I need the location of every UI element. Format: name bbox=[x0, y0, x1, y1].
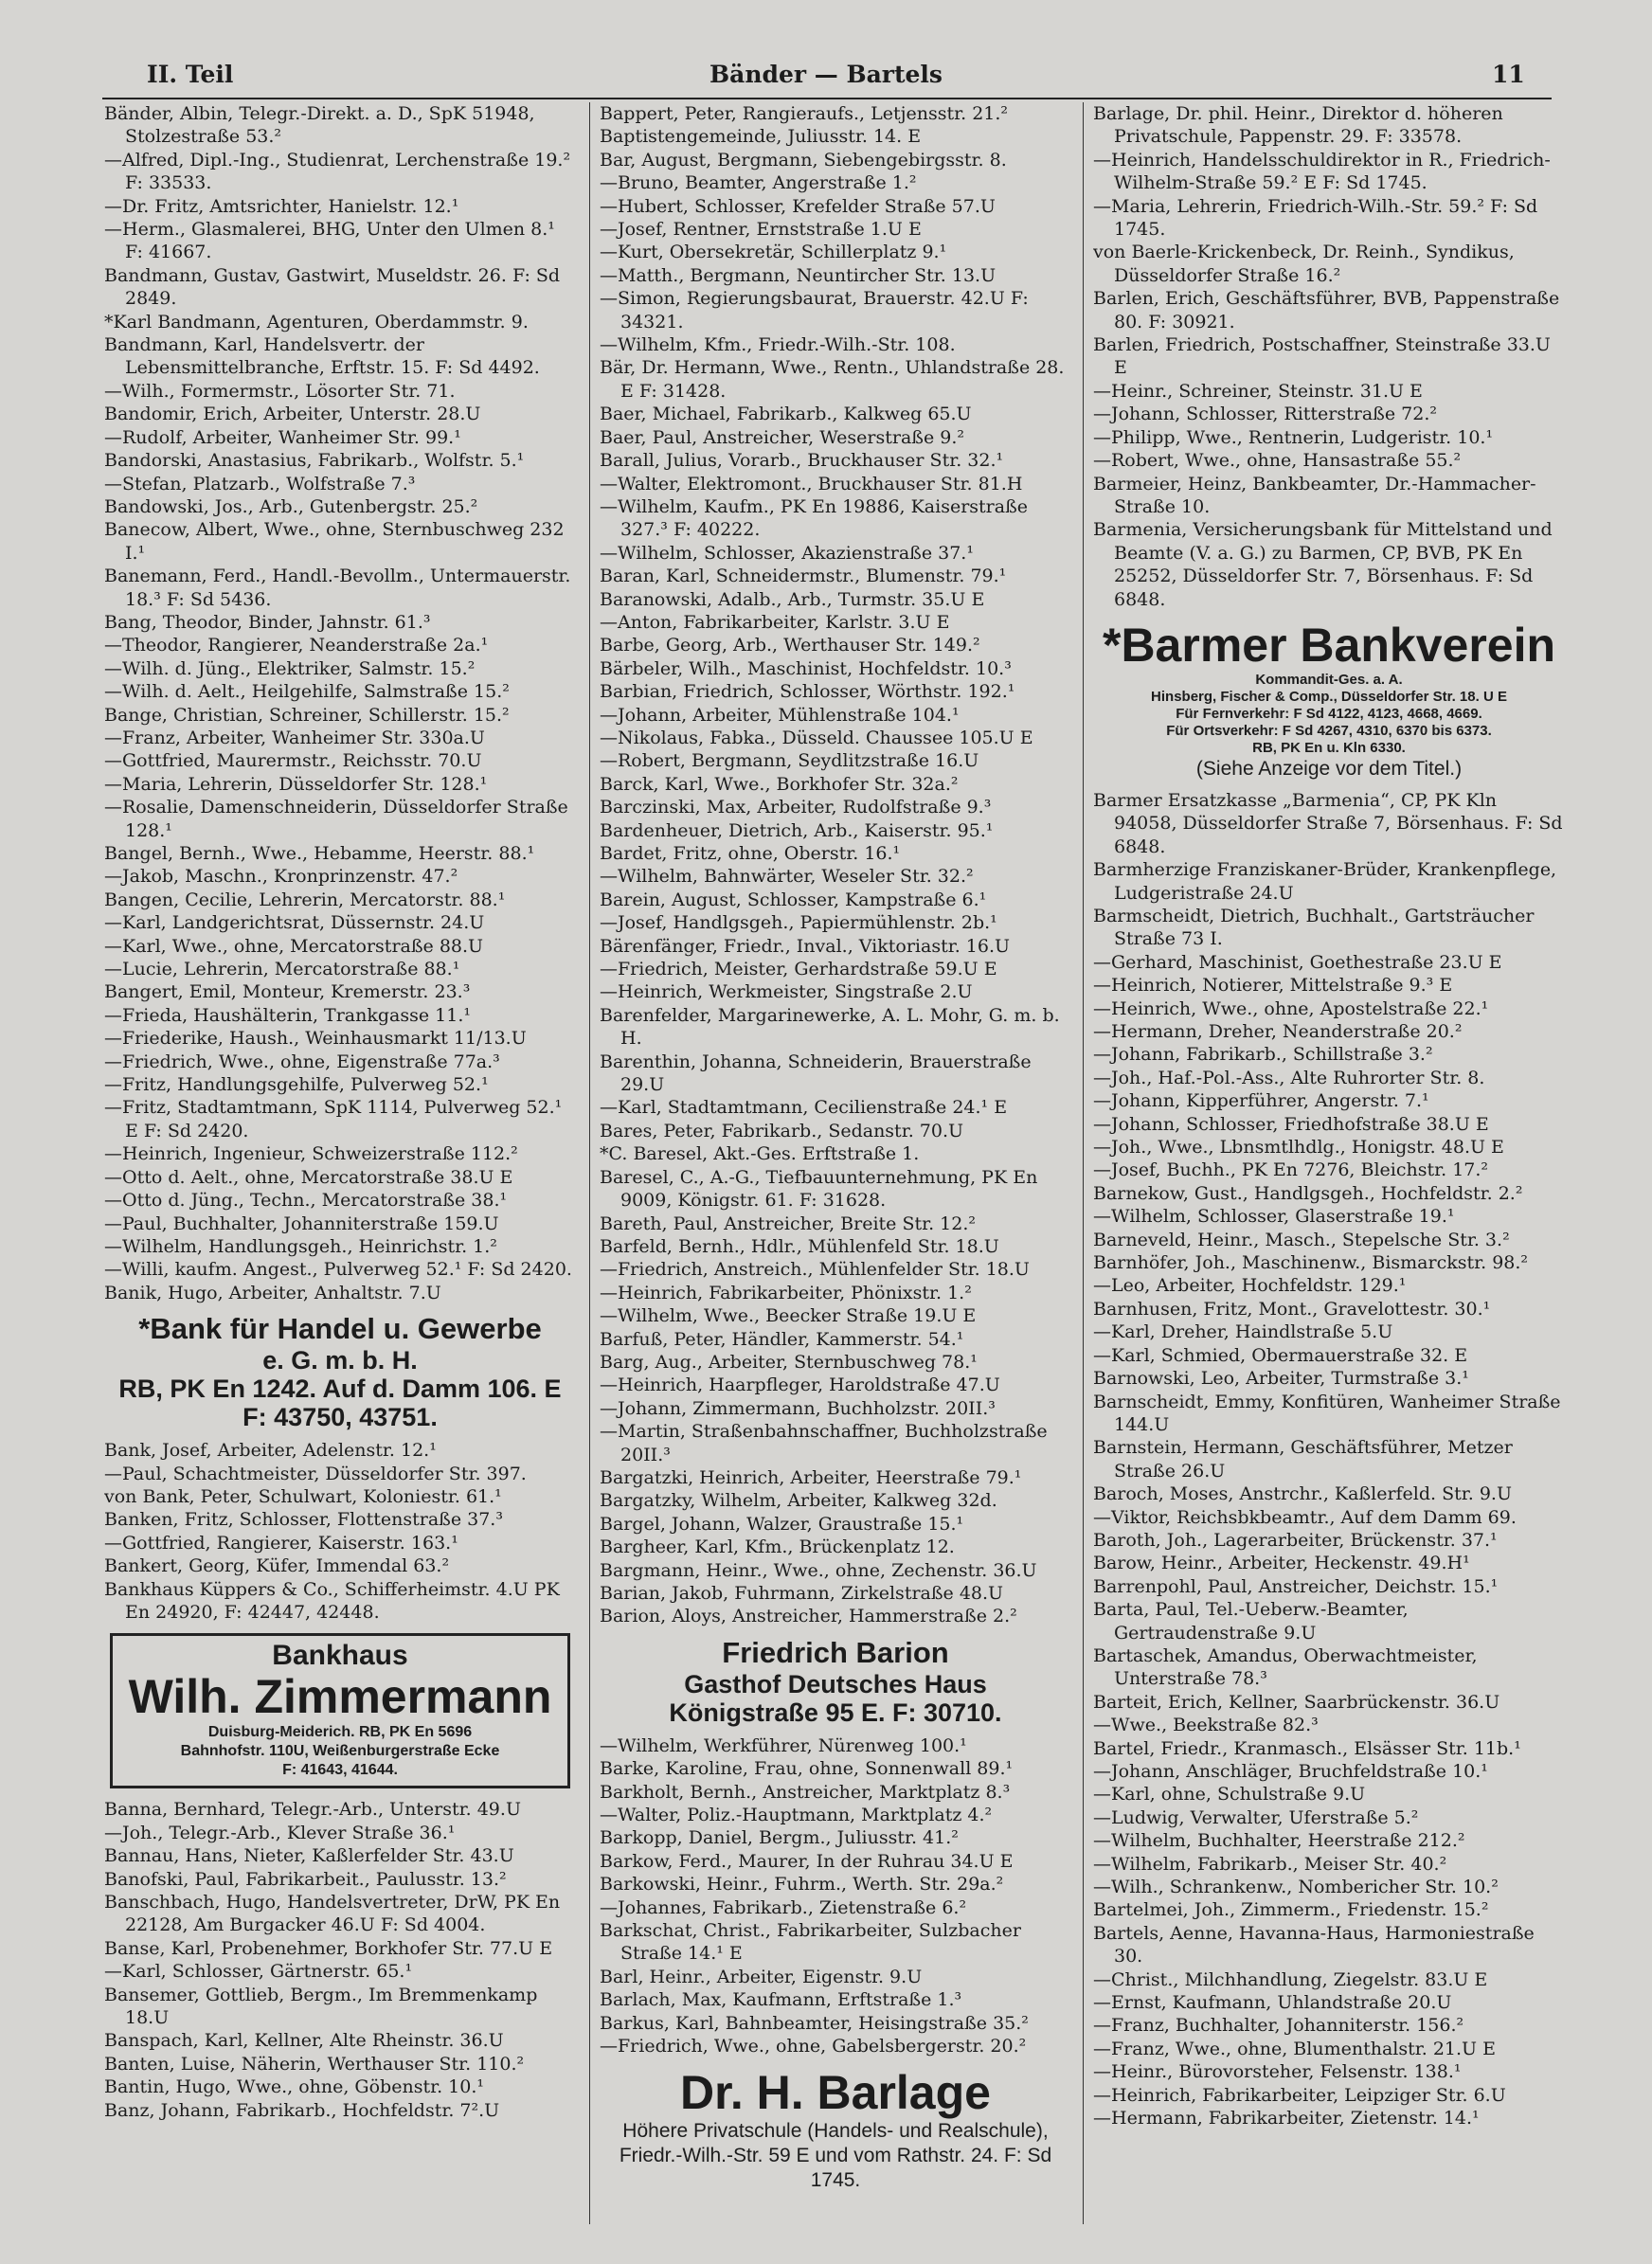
directory-entry: Bangen, Cecilie, Lehrerin, Mercatorstr. 88.¹ bbox=[104, 889, 506, 910]
directory-entry: —Walter, Elektromont., Bruckhauser Str. 81.H bbox=[600, 473, 1023, 494]
directory-entry: Barenfelder, Margarinewerke, A. L. Mohr, G. m. b. H. bbox=[600, 1004, 1060, 1050]
directory-entry: Baranowski, Adalb., Arb., Turmstr. 35.U E bbox=[600, 588, 985, 610]
directory-entry: —Ernst, Kaufmann, Uhlandstraße 20.U bbox=[1093, 1992, 1452, 2014]
directory-entry: Barow, Heinr., Arbeiter, Heckenstr. 49.H¹ bbox=[1093, 1553, 1470, 1574]
directory-entry: —Karl, Schmied, Obermauerstraße 32. E bbox=[1093, 1344, 1468, 1366]
ad-line: Duisburg-Meiderich. RB, PK En 5696 bbox=[207, 1724, 473, 1741]
directory-entry: Bandorski, Anastasius, Fabrikarb., Wolfstr. 5.¹ bbox=[104, 450, 525, 472]
directory-entry: —Johann, Schlosser, Friedhofstraße 38.U E bbox=[1093, 1113, 1489, 1135]
directory-entry: —Johann, Kipperführer, Angerstr. 7.¹ bbox=[1093, 1090, 1429, 1112]
directory-entry: Barlen, Erich, Geschäftsführer, BVB, Pappenstraße 80. F: 30921. bbox=[1093, 288, 1560, 332]
directory-entry: Barbian, Friedrich, Schlosser, Wörthstr. 192.¹ bbox=[600, 681, 1015, 703]
directory-entry: —Wwe., Beekstraße 82.³ bbox=[1093, 1715, 1319, 1736]
ad-title: Dr. H. Barlage bbox=[680, 2065, 991, 2119]
directory-entry: —Johann, Zimmermann, Buchholzstr. 20II.³ bbox=[600, 1397, 996, 1419]
directory-entry: —Otto d. Jüng., Techn., Mercatorstraße 38.¹ bbox=[104, 1190, 508, 1212]
directory-entry: —Johann, Anschläger, Bruchfeldstraße 10.¹ bbox=[1093, 1761, 1488, 1782]
directory-entry: —Wilhelm, Wwe., Beecker Straße 19.U E bbox=[600, 1305, 977, 1327]
ad-label: Bankhaus bbox=[272, 1640, 408, 1672]
directory-entry: —Joh., Telegr.-Arb., Klever Straße 36.¹ bbox=[104, 1822, 456, 1843]
directory-entry: —Otto d. Aelt., ohne, Mercatorstraße 38.U E bbox=[104, 1166, 513, 1188]
page-header bbox=[0, 57, 1652, 95]
directory-entry: Baresel, C., A.-G., Tiefbauunternehmung, PK En 9009, Königstr. 61. F: 31628. bbox=[600, 1166, 1038, 1212]
directory-entry: Barfeld, Bernh., Hdlr., Mühlenfeld Str. 18.U bbox=[600, 1235, 999, 1257]
directory-entry: Banofski, Paul, Fabrikarbeit., Paulusstr. 13.² bbox=[104, 1868, 507, 1890]
directory-entry: Barmeier, Heinz, Bankbeamter, Dr.-Hammacher-Straße 10. bbox=[1093, 473, 1536, 517]
page-number: 11 bbox=[1492, 61, 1525, 88]
directory-entry: Bartels, Aenne, Havanna-Haus, Harmoniestraße 30. bbox=[1093, 1922, 1535, 1968]
directory-entry: —Hermann, Fabrikarbeiter, Zietenstr. 14.¹ bbox=[1093, 2108, 1480, 2129]
directory-entry: —Paul, Buchhalter, Johanniterstraße 159.U bbox=[104, 1213, 499, 1234]
directory-entry: Barenthin, Johanna, Schneiderin, Brauerstraße 29.U bbox=[600, 1051, 1032, 1096]
directory-entry: —Bruno, Beamter, Angerstraße 1.² bbox=[600, 172, 917, 194]
directory-entry: —Christ., Milchhandlung, Ziegelstr. 83.U E bbox=[1093, 1968, 1488, 1990]
directory-entry: Banspach, Karl, Kellner, Alte Rheinstr. 36.U bbox=[104, 2030, 504, 2052]
ad-form: Kommandit-Ges. a. A. bbox=[1255, 671, 1403, 688]
directory-entry: Bargatzki, Heinrich, Arbeiter, Heerstraße 79.¹ bbox=[600, 1466, 1022, 1488]
directory-entry: Bandmann, Karl, Handelsvertr. der Lebensmittelbranche, Erftstr. 15. F: Sd 4492. bbox=[104, 334, 540, 379]
directory-entry: Bantin, Hugo, Wwe., ohne, Göbenstr. 10.¹ bbox=[104, 2076, 484, 2098]
directory-entry: Barkus, Karl, Bahnbeamter, Heisingstraße 35.² bbox=[600, 2012, 1029, 2034]
directory-entry: Banse, Karl, Probenehmer, Borkhofer Str. 77.U E bbox=[104, 1937, 553, 1959]
header-range: Bänder — Bartels bbox=[709, 61, 943, 88]
directory-entry: Bangert, Emil, Monteur, Kremerstr. 23.³ bbox=[104, 981, 471, 1003]
ad-phone: F: 43750, 43751. bbox=[242, 1403, 438, 1432]
directory-entry: Barnscheidt, Emmy, Konfitüren, Wanheimer Straße 144.U bbox=[1093, 1391, 1561, 1435]
ad-line: Gasthof Deutsches Haus bbox=[684, 1669, 987, 1698]
directory-entry: Bartaschek, Amandus, Oberwachtmeister, Unterstraße 78.³ bbox=[1093, 1644, 1478, 1690]
ad-text: Höhere Privatschule (Handels- und Realschule), Friedr.-Wilh.-Str. 59 E und vom Rathstr. 24. F: Sd 1745. bbox=[619, 2119, 1052, 2191]
directory-entry: —Heinrich, Fabrikarbeiter, Phönixstr. 1.² bbox=[600, 1282, 972, 1303]
directory-entry: Barneveld, Heinr., Masch., Stepelsche Str. 3.² bbox=[1093, 1229, 1510, 1250]
directory-entry: —Wilh. d. Aelt., Heilgehilfe, Salmstraße 15.² bbox=[104, 681, 510, 703]
directory-entry: Barmenia, Versicherungsbank für Mittelstand und Beamte (V. a. G.) zu Barmen, CP, BVB, PK En 25252, Düsseldorfer Str. 7, Börsenhaus. F: Sd 6848. bbox=[1093, 519, 1553, 610]
directory-entry: Banik, Hugo, Arbeiter, Anhaltstr. 7.U bbox=[104, 1282, 441, 1303]
directory-entry: —Wilhelm, Handlungsgeh., Heinrichstr. 1.² bbox=[104, 1235, 497, 1257]
directory-entry: —Fritz, Stadtamtmann, SpK 1114, Pulverweg 52.¹ E F: Sd 2420. bbox=[104, 1097, 563, 1141]
directory-entry: Barkholt, Bernh., Anstreicher, Marktplatz 8.³ bbox=[600, 1781, 1011, 1803]
directory-entry: —Franz, Buchhalter, Johanniterstr. 156.² bbox=[1093, 2015, 1464, 2037]
directory-entry: —Karl, Stadtamtmann, Cecilienstraße 24.¹ E bbox=[600, 1097, 1008, 1119]
column-3 bbox=[1093, 102, 1565, 2234]
directory-entry: Bankert, Georg, Küfer, Immendal 63.² bbox=[104, 1555, 450, 1577]
directory-entry: Bange, Christian, Schreiner, Schillerstr. 15.² bbox=[104, 704, 510, 726]
directory-entry: Barnstein, Hermann, Geschäftsführer, Metzer Straße 26.U bbox=[1093, 1437, 1513, 1482]
column-divider bbox=[589, 102, 590, 2224]
directory-entry: —Karl, Wwe., ohne, Mercatorstraße 88.U bbox=[104, 935, 484, 957]
directory-entry: Bannau, Hans, Nieter, Kaßlerfelder Str. 43.U bbox=[104, 1845, 514, 1867]
directory-entry: —Heinrich, Handelsschuldirektor in R., Friedrich-Wilhelm-Straße 59.² E F: Sd 1745. bbox=[1093, 149, 1551, 194]
directory-entry: Baroch, Moses, Anstrchr., Kaßlerfeld. Str. 9.U bbox=[1093, 1483, 1512, 1505]
directory-entry: Barta, Paul, Tel.-Ueberw.-Beamter, Gertraudenstraße 9.U bbox=[1093, 1599, 1409, 1644]
ad-line: Für Fernverkehr: F Sd 4122, 4123, 4668, 4669. bbox=[1176, 705, 1482, 722]
directory-entry: —Heinrich, Werkmeister, Singstraße 2.U bbox=[600, 981, 973, 1003]
directory-entry: —Wilhelm, Buchhalter, Heerstraße 212.² bbox=[1093, 1830, 1465, 1852]
directory-entry: Barmer Ersatzkasse „Barmenia“, CP, PK Kln 94058, Düsseldorfer Straße 7, Börsenhaus. F: Sd 6848. bbox=[1093, 789, 1563, 857]
directory-entry: —Josef, Rentner, Ernststraße 1.U E bbox=[600, 219, 922, 241]
directory-entry: Banecow, Albert, Wwe., ohne, Sternbuschweg 232 I.¹ bbox=[104, 519, 565, 564]
directory-entry: Baptistengemeinde, Juliusstr. 14. E bbox=[600, 126, 922, 148]
ad-title: Wilh. Zimmermann bbox=[128, 1670, 552, 1724]
directory-entry: —Friedrich, Wwe., ohne, Gabelsbergerstr. 20.² bbox=[600, 2036, 1027, 2057]
directory-entry: —Friederike, Haush., Weinhausmarkt 11/13.U bbox=[104, 1028, 527, 1050]
directory-entry: —Leo, Arbeiter, Hochfeldstr. 129.¹ bbox=[1093, 1275, 1407, 1297]
directory-entry: Barczinski, Max, Arbeiter, Rudolfstraße 9.³ bbox=[600, 797, 992, 818]
directory-entry: Bank, Josef, Arbeiter, Adelenstr. 12.¹ bbox=[104, 1440, 437, 1462]
directory-entry: *Karl Bandmann, Agenturen, Oberdammstr. 9. bbox=[104, 311, 529, 332]
directory-entry: Baer, Michael, Fabrikarb., Kalkweg 65.U bbox=[600, 404, 972, 425]
directory-entry: Banken, Fritz, Schlosser, Flottenstraße 37.³ bbox=[104, 1509, 503, 1531]
directory-entry: —Philipp, Wwe., Rentnerin, Ludgeristr. 10.¹ bbox=[1093, 426, 1494, 448]
directory-entry: Barnekow, Gust., Handlgsgeh., Hochfeldstr. 2.² bbox=[1093, 1182, 1523, 1204]
directory-entry: —Jakob, Maschn., Kronprinzenstr. 47.² bbox=[104, 866, 458, 888]
directory-entry: Bappert, Peter, Rangieraufs., Letjensstr. 21.² bbox=[600, 103, 1009, 124]
directory-entry: —Franz, Arbeiter, Wanheimer Str. 330a.U bbox=[104, 727, 485, 748]
directory-entry: Bargmann, Heinr., Wwe., ohne, Zechenstr. 36.U bbox=[600, 1559, 1037, 1581]
entry-list bbox=[1093, 789, 1565, 2130]
directory-entry: —Johann, Schlosser, Ritterstraße 72.² bbox=[1093, 404, 1437, 425]
directory-entry: —Stefan, Platzarb., Wolfstraße 7.³ bbox=[104, 473, 416, 494]
directory-entry: Barg, Aug., Arbeiter, Sternbuschweg 78.¹ bbox=[600, 1351, 978, 1373]
directory-entry: Bar, August, Bergmann, Siebengebirgsstr. 8. bbox=[600, 149, 1007, 171]
ad-barlage bbox=[600, 2066, 1071, 2193]
directory-entry: Bardet, Fritz, ohne, Oberstr. 16.¹ bbox=[600, 843, 901, 864]
directory-entry: Barrenpohl, Paul, Anstreicher, Deichstr. 15.¹ bbox=[1093, 1575, 1499, 1597]
directory-entry: —Gerhard, Maschinist, Goethestraße 23.U E bbox=[1093, 951, 1502, 973]
directory-entry: Barkow, Ferd., Maurer, In der Ruhrau 34.U E bbox=[600, 1850, 1014, 1872]
ad-line: F: 41643, 41644. bbox=[282, 1762, 398, 1779]
entry-list bbox=[1093, 102, 1565, 611]
directory-entry: —Hubert, Schlosser, Krefelder Straße 57.U bbox=[600, 195, 996, 217]
directory-entry: Barteit, Erich, Kellner, Saarbrückenstr. 36.U bbox=[1093, 1691, 1500, 1713]
header-section: II. Teil bbox=[147, 61, 234, 88]
directory-entry: Bänder, Albin, Telegr.-Direkt. a. D., SpK 51948, Stolzestraße 53.² bbox=[104, 103, 535, 148]
directory-entry: —Paul, Schachtmeister, Düsseldorfer Str. 397. bbox=[104, 1463, 527, 1484]
directory-entry: —Robert, Bergmann, Seydlitzstraße 16.U bbox=[600, 750, 979, 772]
ad-form: e. G. m. b. H. bbox=[262, 1346, 418, 1375]
directory-entry: Barkschat, Christ., Fabrikarbeiter, Sulzbacher Straße 14.¹ E bbox=[600, 1920, 1021, 1965]
directory-entry: Bär, Dr. Hermann, Wwe., Rentn., Uhlandstraße 28. E F: 31428. bbox=[600, 357, 1065, 402]
column-2 bbox=[600, 102, 1071, 2234]
column-1 bbox=[104, 102, 576, 2234]
directory-entry: Barmscheidt, Dietrich, Buchhalt., Gartsträucher Straße 73 I. bbox=[1093, 905, 1535, 950]
directory-entry: —Anton, Fabrikarbeiter, Karlstr. 3.U E bbox=[600, 611, 950, 633]
directory-entry: —Wilh., Formermstr., Lösorter Str. 71. bbox=[104, 380, 456, 402]
directory-entry: Barmherzige Franziskaner-Brüder, Krankenpflege, Ludgeristraße 24.U bbox=[1093, 859, 1557, 904]
directory-entry: Barein, August, Schlosser, Kampstraße 6.¹ bbox=[600, 889, 987, 910]
directory-entry: Barian, Jakob, Fuhrmann, Zirkelstraße 48.U bbox=[600, 1583, 1004, 1604]
directory-entry: Bargel, Johann, Walzer, Graustraße 15.¹ bbox=[600, 1513, 964, 1535]
directory-entry: —Wilhelm, Werkführer, Nürenweg 100.¹ bbox=[600, 1734, 967, 1756]
directory-entry: Bärenfänger, Friedr., Inval., Viktoriastr. 16.U bbox=[600, 935, 1011, 957]
directory-entry: —Dr. Fritz, Amtsrichter, Hanielstr. 12.¹ bbox=[104, 195, 459, 217]
ad-line: Für Ortsverkehr: F Sd 4267, 4310, 6370 bis 6373. bbox=[1166, 722, 1492, 739]
directory-entry: Bangel, Bernh., Wwe., Hebamme, Heerstr. 88.¹ bbox=[104, 843, 535, 864]
directory-entry: Banemann, Ferd., Handl.-Bevollm., Untermauerstr. 18.³ F: Sd 5436. bbox=[104, 566, 571, 610]
directory-entry: —Matth., Bergmann, Neuntircher Str. 13.U bbox=[600, 264, 997, 286]
directory-entry: —Robert, Wwe., ohne, Hansastraße 55.² bbox=[1093, 450, 1462, 472]
directory-entry: —Wilhelm, Kaufm., PK En 19886, Kaiserstraße 327.³ F: 40222. bbox=[600, 495, 1029, 541]
directory-entry: Bartelmei, Joh., Zimmerm., Friedenstr. 15.² bbox=[1093, 1899, 1489, 1921]
ad-line: Königstraße 95 E. F: 30710. bbox=[669, 1698, 1002, 1727]
directory-entry: —Simon, Regierungsbaurat, Brauerstr. 42.U F: 34321. bbox=[600, 288, 1029, 332]
ad-address: RB, PK En 1242. Auf d. Damm 106. E bbox=[118, 1375, 562, 1404]
directory-entry: —Walter, Poliz.-Hauptmann, Marktplatz 4.² bbox=[600, 1805, 993, 1826]
directory-entry: Barlach, Max, Kaufmann, Erftstraße 1.³ bbox=[600, 1989, 962, 2011]
ad-bank-handel bbox=[104, 1312, 576, 1431]
directory-entry: —Lucie, Lehrerin, Mercatorstraße 88.¹ bbox=[104, 959, 460, 980]
directory-entry: —Nikolaus, Fabka., Düsseld. Chaussee 105.U E bbox=[600, 727, 1033, 748]
directory-entry: von Bank, Peter, Schulwart, Koloniestr. 61.¹ bbox=[104, 1485, 502, 1507]
directory-entry: —Kurt, Obersekretär, Schillerplatz 9.¹ bbox=[600, 242, 947, 263]
directory-entry: —Karl, Dreher, Haindlstraße 5.U bbox=[1093, 1321, 1393, 1343]
directory-entry: Barlen, Friedrich, Postschaffner, Steinstraße 33.U E bbox=[1093, 334, 1551, 379]
directory-entry: —Johann, Fabrikarb., Schillstraße 3.² bbox=[1093, 1044, 1433, 1066]
directory-entry: —Rosalie, Damenschneiderin, Düsseldorfer Straße 128.¹ bbox=[104, 797, 568, 841]
directory-entry: —Heinrich, Fabrikarbeiter, Leipziger Str. 6.U bbox=[1093, 2084, 1506, 2106]
directory-entry: —Joh., Haf.-Pol.-Ass., Alte Ruhrorter Str. 8. bbox=[1093, 1067, 1485, 1088]
directory-entry: Banten, Luise, Näherin, Werthauser Str. 110.² bbox=[104, 2053, 525, 2075]
directory-entry: —Heinr., Schreiner, Steinstr. 31.U E bbox=[1093, 380, 1423, 402]
ad-title: *Barmer Bankverein bbox=[1102, 618, 1556, 672]
directory-entry: Barl, Heinr., Arbeiter, Eigenstr. 9.U bbox=[600, 1966, 923, 1987]
ad-line: Hinsberg, Fischer & Comp., Düsseldorfer Str. 18. U E bbox=[1151, 688, 1507, 705]
directory-entry: —Heinrich, Ingenieur, Schweizerstraße 112.² bbox=[104, 1143, 518, 1165]
directory-entry: —Joh., Wwe., Lbnsmtlhdlg., Honigstr. 48.U E bbox=[1093, 1137, 1504, 1159]
directory-entry: —Heinrich, Notierer, Mittelstraße 9.³ E bbox=[1093, 975, 1453, 997]
directory-entry: Barbe, Georg, Arb., Werthauser Str. 149.² bbox=[600, 635, 980, 656]
directory-entry: Bandomir, Erich, Arbeiter, Unterstr. 28.U bbox=[104, 404, 481, 425]
directory-entry: Banna, Bernhard, Telegr.-Arb., Unterstr. 49.U bbox=[104, 1799, 521, 1821]
directory-entry: Barkopp, Daniel, Bergm., Juliusstr. 41.² bbox=[600, 1827, 959, 1849]
directory-entry: —Friedrich, Wwe., ohne, Eigenstraße 77a.³ bbox=[104, 1051, 500, 1072]
directory-entry: —Wilh. d. Jüng., Elektriker, Salmstr. 15.² bbox=[104, 657, 476, 679]
directory-entry: —Martin, Straßenbahnschaffner, Buchholzstraße 20II.³ bbox=[600, 1421, 1048, 1465]
directory-entry: —Maria, Lehrerin, Düsseldorfer Str. 128.¹ bbox=[104, 773, 488, 795]
directory-entry: —Wilhelm, Schlosser, Akazienstraße 37.¹ bbox=[600, 542, 974, 564]
directory-entry: von Baerle-Krickenbeck, Dr. Reinh., Syndikus, Düsseldorfer Straße 16.² bbox=[1093, 242, 1515, 286]
directory-entry: —Karl, ohne, Schulstraße 9.U bbox=[1093, 1784, 1366, 1806]
directory-entry: —Rudolf, Arbeiter, Wanheimer Str. 99.¹ bbox=[104, 426, 461, 448]
ad-barmer-bankverein bbox=[1093, 619, 1565, 782]
directory-entry: —Wilhelm, Kfm., Friedr.-Wilh.-Str. 108. bbox=[600, 334, 956, 356]
directory-entry: —Heinr., Bürovorsteher, Felsenstr. 138.¹ bbox=[1093, 2061, 1462, 2083]
directory-entry: —Josef, Buchh., PK En 7276, Bleichstr. 17.² bbox=[1093, 1159, 1489, 1181]
header-rule bbox=[102, 98, 1552, 99]
directory-entry: Barfuß, Peter, Händler, Kammerstr. 54.¹ bbox=[600, 1328, 964, 1350]
ad-line: RB, PK En u. Kln 6330. bbox=[1252, 739, 1406, 756]
directory-entry: —Willi, kaufm. Angest., Pulverweg 52.¹ F: Sd 2420. bbox=[104, 1259, 572, 1281]
ad-line: Bahnhofstr. 110U, Weißenburgerstraße Ecke bbox=[180, 1743, 500, 1760]
directory-entry: Baroth, Joh., Lagerarbeiter, Brückenstr. 37.¹ bbox=[1093, 1529, 1498, 1551]
directory-entry: Bankhaus Küppers & Co., Schifferheimstr. 4.U PK En 24920, F: 42447, 42448. bbox=[104, 1578, 560, 1623]
directory-entry: —Johannes, Fabrikarb., Zietenstraße 6.² bbox=[600, 1896, 967, 1918]
directory-entry: —Wilhelm, Bahnwärter, Weseler Str. 32.² bbox=[600, 866, 974, 888]
ad-title: Friedrich Barion bbox=[722, 1635, 949, 1669]
directory-entry: —Franz, Wwe., ohne, Blumenthalstr. 21.U E bbox=[1093, 2038, 1496, 2059]
directory-entry: —Maria, Lehrerin, Friedrich-Wilh.-Str. 59.² F: Sd 1745. bbox=[1093, 195, 1538, 241]
entry-list bbox=[104, 1798, 576, 2122]
directory-entry: —Viktor, Reichsbkbeamtr., Auf dem Damm 69. bbox=[1093, 1506, 1517, 1528]
directory-entry: Baran, Karl, Schneidermstr., Blumenstr. 79.¹ bbox=[600, 566, 1007, 587]
directory-entry: Barnowski, Leo, Arbeiter, Turmstraße 3.¹ bbox=[1093, 1368, 1469, 1390]
directory-entry: —Alfred, Dipl.-Ing., Studienrat, Lerchenstraße 19.² F: 33533. bbox=[104, 149, 571, 194]
directory-entry: Bärbeler, Wilh., Maschinist, Hochfeldstr. 10.³ bbox=[600, 657, 1012, 679]
directory-entry: —Friedrich, Meister, Gerhardstraße 59.U E bbox=[600, 959, 997, 980]
column-divider bbox=[1083, 102, 1084, 2224]
directory-entry: Barall, Julius, Vorarb., Bruckhauser Str. 32.¹ bbox=[600, 450, 1004, 472]
ad-note: (Siehe Anzeige vor dem Titel.) bbox=[1195, 757, 1463, 780]
entry-list bbox=[104, 1439, 576, 1624]
directory-entry: Bareth, Paul, Anstreicher, Breite Str. 12.² bbox=[600, 1213, 977, 1234]
directory-entry: —Wilhelm, Fabrikarb., Meiser Str. 40.² bbox=[1093, 1853, 1447, 1875]
directory-entry: *C. Baresel, Akt.-Ges. Erftstraße 1. bbox=[600, 1143, 920, 1165]
directory-entry: Barck, Karl, Wwe., Borkhofer Str. 32a.² bbox=[600, 773, 959, 795]
directory-entry: —Gottfried, Maurermstr., Reichsstr. 70.U bbox=[104, 750, 482, 772]
directory-entry: Bartel, Friedr., Kranmasch., Elsässer Str. 11b.¹ bbox=[1093, 1737, 1521, 1759]
directory-entry: Banschbach, Hugo, Handelsvertreter, DrW, PK En 22128, Am Burgacker 46.U F: Sd 4004. bbox=[104, 1892, 561, 1936]
directory-entry: —Frieda, Haushälterin, Trankgasse 11.¹ bbox=[104, 1004, 471, 1026]
directory-entry: Bardenheuer, Dietrich, Arb., Kaiserstr. 95.¹ bbox=[600, 819, 994, 841]
directory-entry: Barkowski, Heinr., Fuhrm., Werth. Str. 29a.² bbox=[600, 1874, 1004, 1896]
directory-entry: —Heinrich, Wwe., ohne, Apostelstraße 22.¹ bbox=[1093, 997, 1489, 1019]
entry-list bbox=[600, 1734, 1071, 2058]
directory-entry: Banz, Johann, Fabrikarb., Hochfeldstr. 7².U bbox=[104, 2099, 500, 2121]
directory-entry: —Karl, Schlosser, Gärtnerstr. 65.¹ bbox=[104, 1961, 413, 1983]
ad-title: *Bank für Handel u. Gewerbe bbox=[138, 1312, 542, 1346]
directory-entry: Barnhusen, Fritz, Mont., Gravelottestr. 30.¹ bbox=[1093, 1298, 1491, 1320]
directory-entry: —Josef, Handlgsgeh., Papiermühlenstr. 2b.¹ bbox=[600, 912, 997, 934]
entry-list bbox=[600, 102, 1071, 1628]
ad-zimmermann bbox=[110, 1633, 570, 1788]
directory-entry: Barlage, Dr. phil. Heinr., Direktor d. höheren Privatschule, Pappenstr. 29. F: 33578. bbox=[1093, 103, 1503, 148]
directory-entry: —Friedrich, Anstreich., Mühlenfelder Str. 18.U bbox=[600, 1259, 1030, 1281]
directory-entry: —Johann, Arbeiter, Mühlenstraße 104.¹ bbox=[600, 704, 960, 726]
directory-entry: —Herm., Glasmalerei, BHG, Unter den Ulmen 8.¹ F: 41667. bbox=[104, 219, 555, 263]
directory-entry: Bansemer, Gottlieb, Bergm., Im Bremmenkamp 18.U bbox=[104, 1984, 538, 2029]
directory-entry: Bandowski, Jos., Arb., Gutenbergstr. 25.² bbox=[104, 495, 478, 517]
directory-entry: Barnhöfer, Joh., Maschinenw., Bismarckstr. 98.² bbox=[1093, 1252, 1529, 1274]
directory-entry: Bandmann, Gustav, Gastwirt, Museldstr. 26. F: Sd 2849. bbox=[104, 264, 561, 310]
directory-entry: —Heinrich, Haarpfleger, Haroldstraße 47.U bbox=[600, 1375, 1000, 1396]
directory-entry: Bares, Peter, Fabrikarb., Sedanstr. 70.U bbox=[600, 1120, 963, 1141]
directory-entry: —Theodor, Rangierer, Neanderstraße 2a.¹ bbox=[104, 635, 489, 656]
directory-entry: Bargatzky, Wilhelm, Arbeiter, Kalkweg 32d. bbox=[600, 1490, 997, 1512]
directory-entry: —Wilh., Schrankenw., Nombericher Str. 10.² bbox=[1093, 1877, 1499, 1898]
directory-entry: Baer, Paul, Anstreicher, Weserstraße 9.² bbox=[600, 426, 965, 448]
directory-entry: —Hermann, Dreher, Neanderstraße 20.² bbox=[1093, 1021, 1463, 1042]
entry-list bbox=[104, 102, 576, 1304]
directory-entry: Bang, Theodor, Binder, Jahnstr. 61.³ bbox=[104, 611, 431, 633]
directory-entry: —Wilhelm, Schlosser, Glaserstraße 19.¹ bbox=[1093, 1206, 1455, 1228]
directory-entry: —Fritz, Handlungsgehilfe, Pulverweg 52.¹ bbox=[104, 1074, 489, 1096]
directory-entry: —Gottfried, Rangierer, Kaiserstr. 163.¹ bbox=[104, 1532, 458, 1554]
ad-barion bbox=[600, 1636, 1071, 1727]
directory-entry: —Ludwig, Verwalter, Uferstraße 5.² bbox=[1093, 1806, 1419, 1828]
directory-entry: —Karl, Landgerichtsrat, Düssernstr. 24.U bbox=[104, 912, 485, 934]
directory-entry: Barion, Aloys, Anstreicher, Hammerstraße 2.² bbox=[600, 1606, 1017, 1627]
directory-entry: Barke, Karoline, Frau, ohne, Sonnenwall 89.¹ bbox=[600, 1758, 1014, 1780]
directory-entry: Bargheer, Karl, Kfm., Brückenplatz 12. bbox=[600, 1536, 955, 1558]
